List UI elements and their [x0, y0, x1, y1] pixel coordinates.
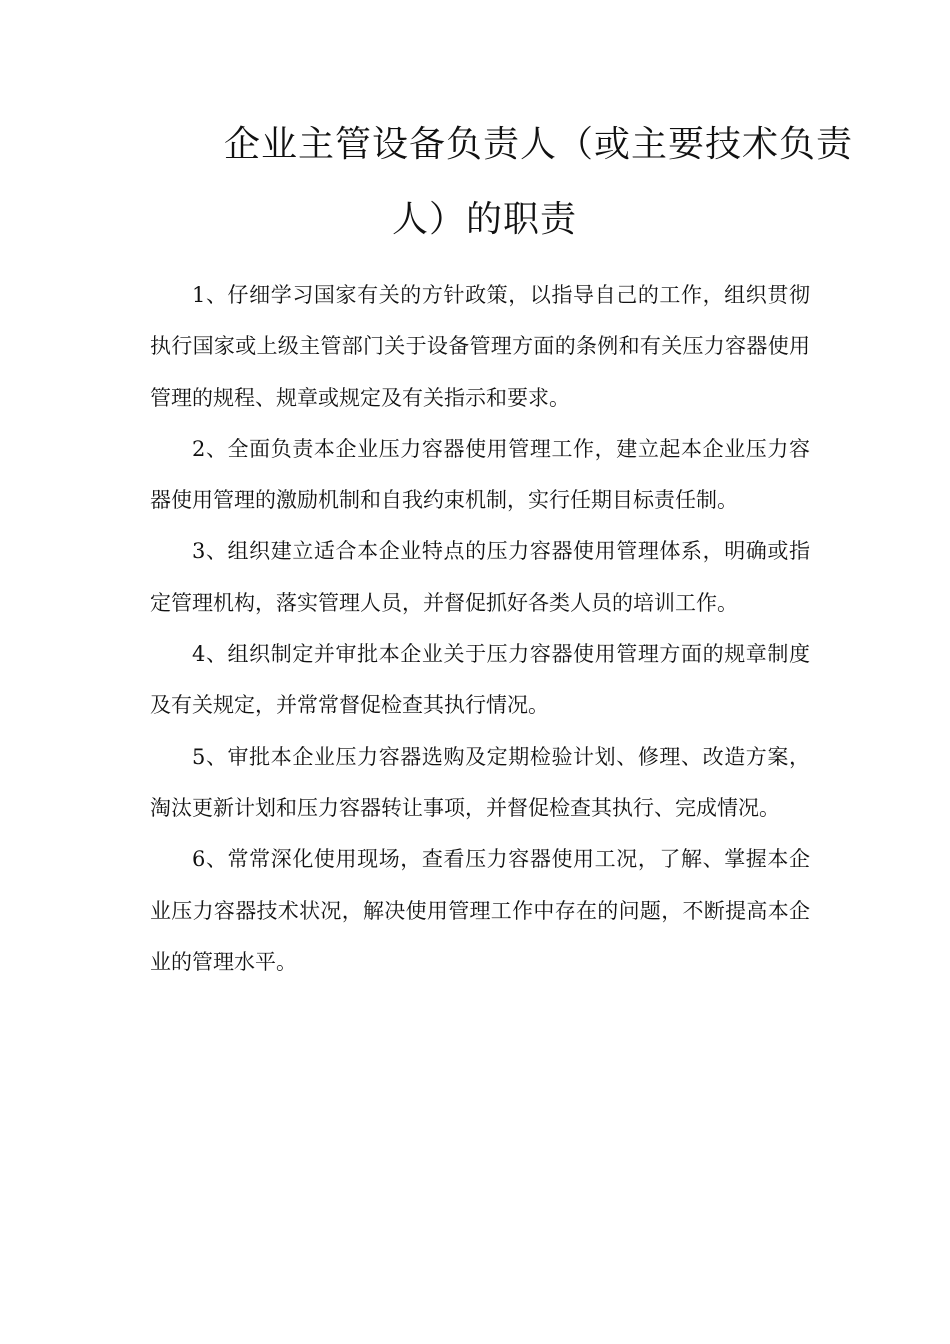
paragraph-3: 3、组织建立适合本企业特点的压力容器使用管理体系，明确或指定管理机构，落实管理人员，并督促抓好各类人员的培训工作。	[150, 539, 810, 615]
document-title-line-2: 人）的职责	[392, 199, 578, 240]
paragraph-5: 5、审批本企业压力容器选购及定期检验计划、修理、改造方案，淘汰更新计划和压力容器转让事项，并督促检查其执行、完成情况。	[150, 744, 810, 820]
document-title-line-1: 企业主管设备负责人（或主要技术负责	[224, 124, 854, 165]
paragraph-2: 2、全面负责本企业压力容器使用管理工作，建立起本企业压力容器使用管理的激励机制和自我约束机制，实行任期目标责任制。	[150, 436, 810, 513]
document-body	[150, 270, 810, 988]
paragraph-4: 4、组织制定并审批本企业关于压力容器使用管理方面的规章制度及有关规定，并常常督促检查其执行情况。	[150, 642, 810, 718]
paragraph-1: 1、仔细学习国家有关的方针政策，以指导自己的工作，组织贯彻执行国家或上级主管部门关于设备管理方面的条例和有关压力容器使用管理的规程、规章或规定及有关指示和要求。	[150, 283, 810, 410]
paragraph-6: 6、常常深化使用现场，查看压力容器使用工况，了解、掌握本企业压力容器技术状况，解决使用管理工作中存在的问题，不断提高本企业的管理水平。	[150, 847, 810, 974]
